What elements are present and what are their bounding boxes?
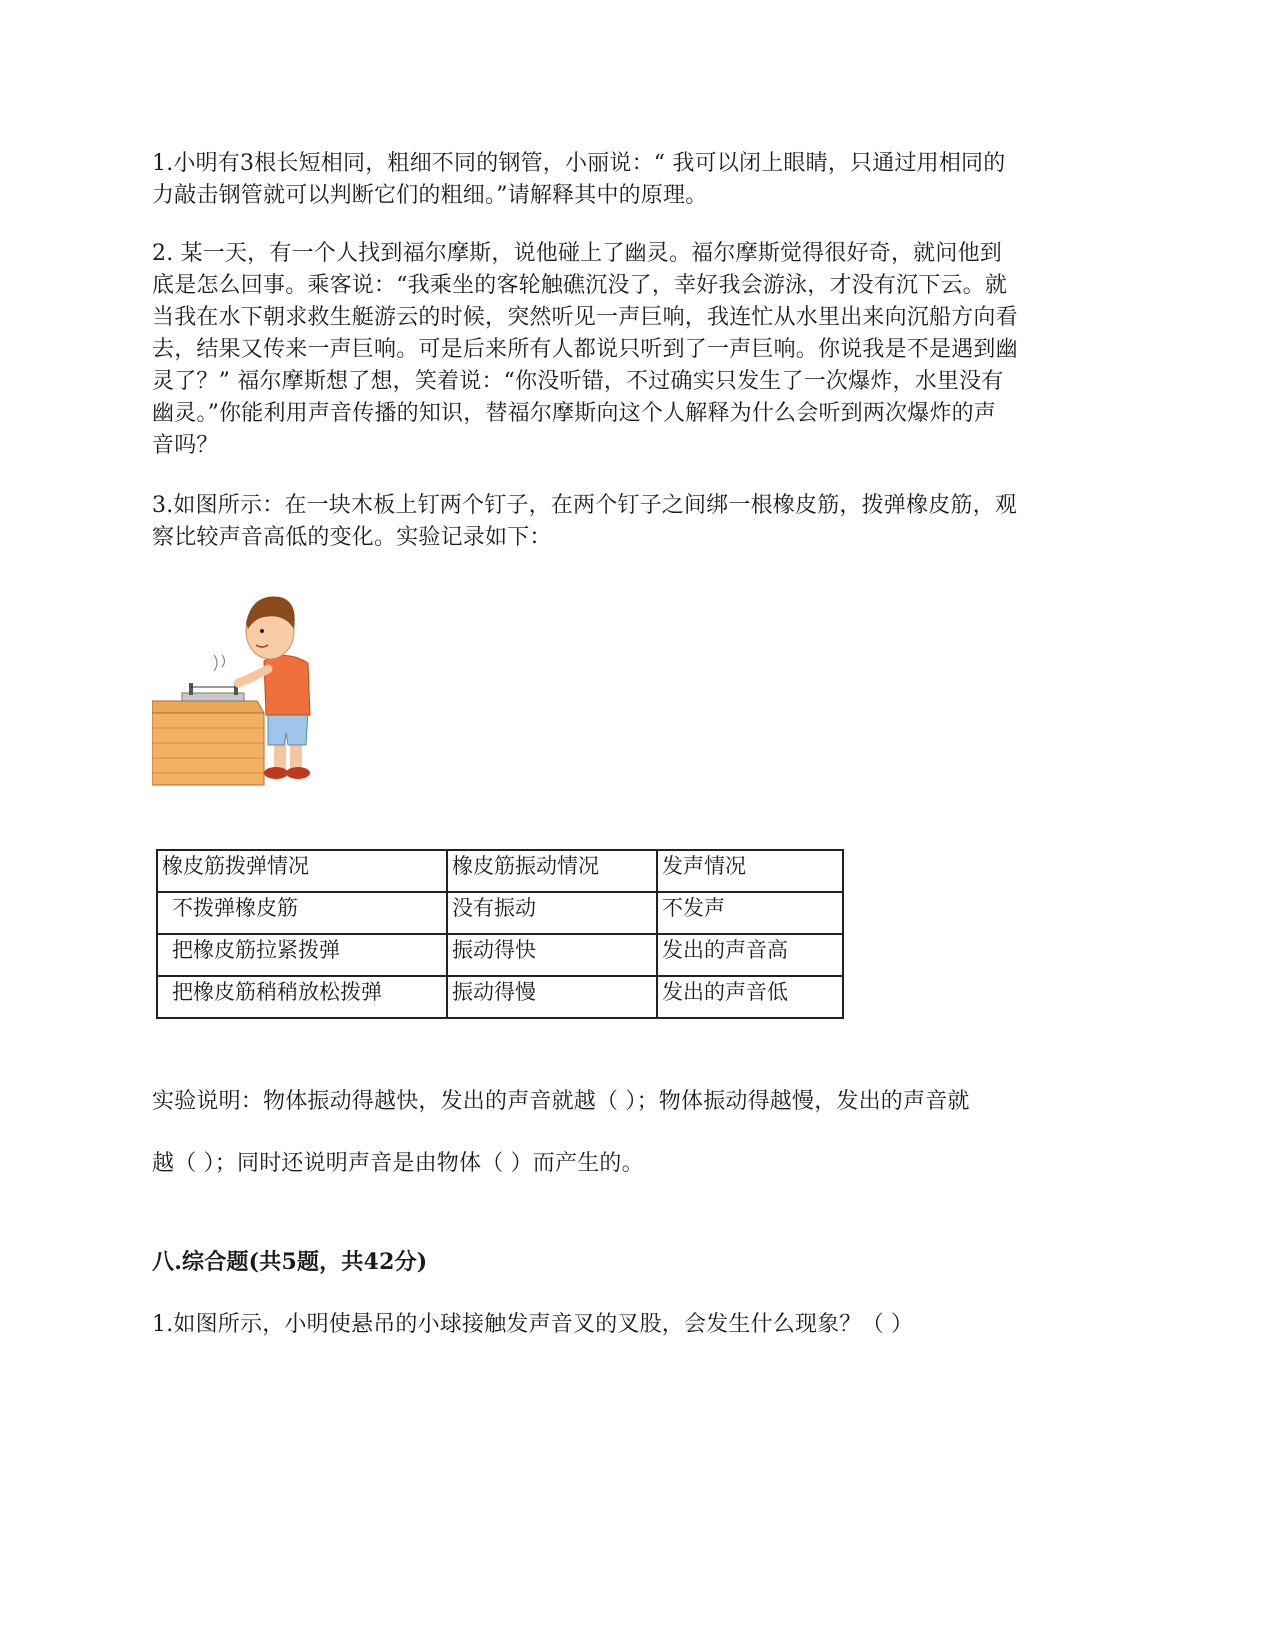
question-1-line: 1.小明有3根长短相同，粗细不同的钢管，小丽说：“ 我可以闭上眼睛，只通过用相同的 xyxy=(152,151,1006,176)
question-2-line: 2. 某一天，有一个人找到福尔摩斯，说他碰上了幽灵。福尔摩斯觉得很好奇，就问他到 xyxy=(152,241,1002,266)
section-title-text: 八.综合题(共5题，共42分) xyxy=(152,1249,428,1275)
question-2-line: 灵了？” 福尔摩斯想了想，笑着说：“你没听错，不过确实只发生了一次爆炸，水里没有 xyxy=(152,369,1004,394)
explanation-text: 实验说明：物体振动得越快，发出的声音就越（ ）；物体振动得越慢，发出的声音就 xyxy=(152,1089,970,1114)
table-header-cell: 发声情况 xyxy=(657,850,843,892)
explanation-text: 越（ ）；同时还说明声音是由物体（ ）而产生的。 xyxy=(152,1151,644,1176)
question-2 xyxy=(152,238,1132,462)
experiment-explanation-line-2 xyxy=(152,1148,1132,1180)
question-2-line: 幽灵。”你能利用声音传播的知识，替福尔摩斯向这个人解释为什么会听到两次爆炸的声 xyxy=(152,401,997,426)
table-cell: 把橡皮筋拉紧拨弹 xyxy=(157,934,447,976)
table-cell: 发出的声音低 xyxy=(657,976,843,1018)
table-cell: 振动得慢 xyxy=(447,976,657,1018)
table-header-cell: 橡皮筋拨弹情况 xyxy=(157,850,447,892)
section-8-question-1-text: 1.如图所示，小明使悬吊的小球接触发声音叉的叉股，会发生什么现象？（ ） xyxy=(152,1312,914,1337)
boy-plucking-rubber-band-illustration xyxy=(152,583,312,788)
question-3 xyxy=(152,490,1132,554)
question-3-line: 察比较声音高低的变化。实验记录如下： xyxy=(152,525,552,550)
question-1 xyxy=(152,148,1132,212)
table-cell: 把橡皮筋稍稍放松拨弹 xyxy=(157,976,447,1018)
experiment-record-table xyxy=(156,849,844,1019)
question-2-line: 当我在水下朝求救生艇游云的时候，突然听见一声巨响，我连忙从水里出来向沉船方向看 xyxy=(152,305,1018,330)
table-cell: 没有振动 xyxy=(447,892,657,934)
section-8-question-1 xyxy=(152,1309,1132,1341)
table-header-cell: 橡皮筋振动情况 xyxy=(447,850,657,892)
table-cell: 不拨弹橡皮筋 xyxy=(157,892,447,934)
question-1-line: 力敲击钢管就可以判断它们的粗细。”请解释其中的原理。 xyxy=(152,183,708,208)
table-row xyxy=(157,976,843,1018)
table-row xyxy=(157,934,843,976)
table-header-row xyxy=(157,850,843,892)
table-cell: 振动得快 xyxy=(447,934,657,976)
question-2-line: 音吗？ xyxy=(152,433,219,458)
section-8-title xyxy=(152,1246,1132,1278)
question-2-line: 去，结果又传来一声巨响。可是后来所有人都说只听到了一声巨响。你说我是不是遇到幽 xyxy=(152,337,1018,362)
question-2-line: 底是怎么回事。乘客说：“我乘坐的客轮触礁沉没了，幸好我会游泳，才没有沉下云。就 xyxy=(152,273,1008,298)
table-cell: 发出的声音高 xyxy=(657,934,843,976)
table-row xyxy=(157,892,843,934)
table-cell: 不发声 xyxy=(657,892,843,934)
question-3-line: 3.如图所示：在一块木板上钉两个钉子，在两个钉子之间绑一根橡皮筋，拨弹橡皮筋，观 xyxy=(152,493,1017,518)
experiment-explanation-line-1 xyxy=(152,1086,1132,1118)
